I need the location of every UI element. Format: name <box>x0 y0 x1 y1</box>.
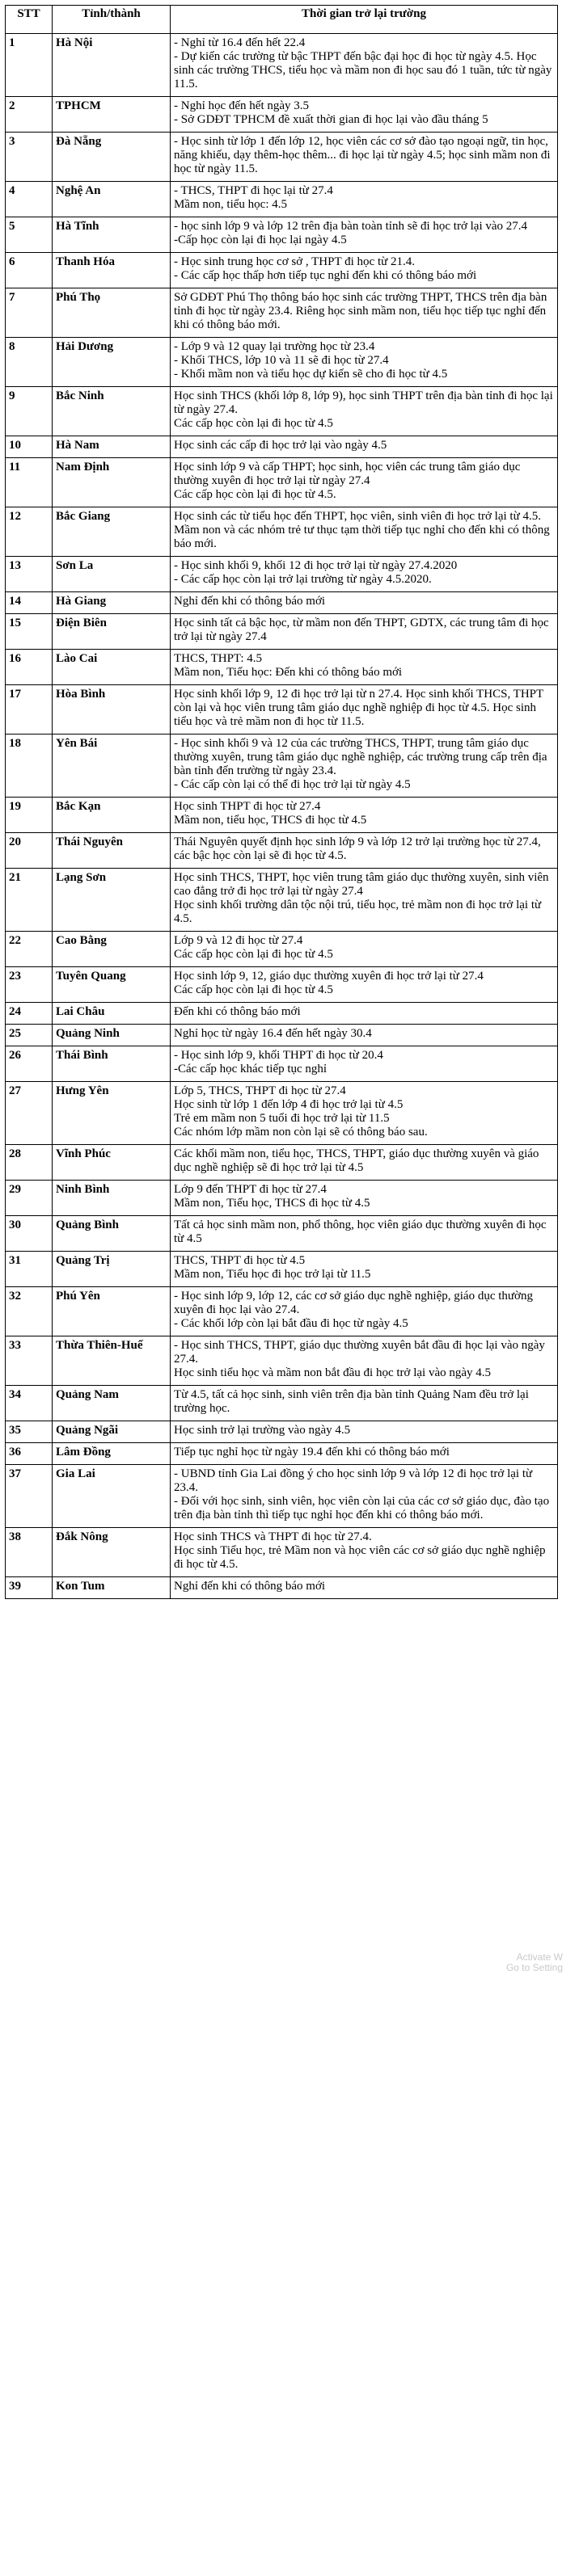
row-schedule <box>171 458 558 507</box>
schedule-line: Lớp 9 và 12 đi học từ 27.4 <box>174 934 303 947</box>
row-stt: 37 <box>6 1465 53 1528</box>
schedule-line: Mầm non và các nhóm trẻ tư thục tạm thời tiếp tục nghỉ cho đến khi có thông báo mới. <box>174 524 550 550</box>
row-stt: 20 <box>6 833 53 869</box>
row-province: Bắc Giang <box>53 507 171 557</box>
row-province: Điện Biên <box>53 614 171 650</box>
row-province: Yên Bái <box>53 734 171 798</box>
table-row <box>6 1181 558 1216</box>
row-schedule <box>171 557 558 592</box>
schedule-line: - Nghỉ học đến hết ngày 3.5 <box>174 99 310 112</box>
row-province: Ninh Bình <box>53 1181 171 1216</box>
row-schedule <box>171 97 558 133</box>
row-stt: 11 <box>6 458 53 507</box>
row-schedule <box>171 592 558 614</box>
row-province: Lâm Đồng <box>53 1443 171 1465</box>
schedule-line: Mầm non, Tiểu học đi học trở lại từ 11.5 <box>174 1268 371 1281</box>
schedule-line: Sở GDĐT Phú Thọ thông báo học sinh các trường THPT, THCS trên địa bàn tỉnh đi học từ ngày 23.4. Riêng học sinh mầm non, tiểu học tiếp tục nghỉ đến khi có thông báo mới. <box>174 291 547 331</box>
row-province: Lạng Sơn <box>53 869 171 932</box>
schedule-line: Học sinh tất cả bậc học, từ mầm non đến THPT, GDTX, các trung tâm đi học trở lại từ ngày 27.4 <box>174 617 549 643</box>
table-row <box>6 1025 558 1046</box>
table-row <box>6 1528 558 1577</box>
schedule-line: Tiếp tục nghỉ học từ ngày 19.4 đến khi có thông báo mới <box>174 1446 450 1458</box>
row-schedule <box>171 1082 558 1145</box>
row-province: Cao Bằng <box>53 932 171 967</box>
row-stt: 32 <box>6 1287 53 1336</box>
row-stt: 2 <box>6 97 53 133</box>
row-schedule <box>171 967 558 1003</box>
row-stt: 23 <box>6 967 53 1003</box>
activate-windows-watermark <box>506 1952 563 1973</box>
row-stt: 27 <box>6 1082 53 1145</box>
schedule-line: - Dự kiến các trường từ bậc THPT đến bậc đại học đi học từ ngày 4.5. Học sinh các trường THCS, tiểu học và mầm non đi học sau đó 1 tuần, tức từ ngày 11.5. <box>174 50 552 90</box>
table-row <box>6 798 558 833</box>
row-stt: 14 <box>6 592 53 614</box>
table-row <box>6 650 558 685</box>
table-row <box>6 182 558 217</box>
schedule-line: Lớp 9 đến THPT đi học từ 27.4 <box>174 1183 327 1196</box>
schedule-line: - Khối THCS, lớp 10 và 11 sẽ đi học từ 27.4 <box>174 354 389 367</box>
watermark-line-1: Activate W <box>516 1951 563 1963</box>
table-row <box>6 97 558 133</box>
table-row <box>6 734 558 798</box>
table-row <box>6 1386 558 1421</box>
schedule-line: - Học sinh lớp 9, khối THPT đi học từ 20.4 <box>174 1049 383 1062</box>
schedule-line: Học sinh tiểu học và mầm non bắt đầu đi học trở lại vào ngày 4.5 <box>174 1366 492 1379</box>
table-row <box>6 1465 558 1528</box>
table-row <box>6 1421 558 1443</box>
row-province: Thái Nguyên <box>53 833 171 869</box>
table-row <box>6 1252 558 1287</box>
table-row <box>6 1082 558 1145</box>
schedule-line: Học sinh THCS, THPT, học viên trung tâm giáo dục thường xuyên, sinh viên cao đẳng trở đi học trở lại từ ngày 27.4 <box>174 871 549 898</box>
row-schedule <box>171 34 558 97</box>
row-province: Quảng Ngãi <box>53 1421 171 1443</box>
schedule-line: - THCS, THPT đi học lại từ 27.4 <box>174 184 333 197</box>
schedule-line: Các cấp học còn lại đi học từ 4.5. <box>174 488 336 501</box>
row-stt: 16 <box>6 650 53 685</box>
row-schedule <box>171 1046 558 1082</box>
row-stt: 6 <box>6 253 53 288</box>
schedule-line: Học sinh THCS (khối lớp 8, lớp 9), học sinh THPT trên địa bàn tỉnh đi học lại từ ngày 27.4. <box>174 389 553 416</box>
row-province: Quảng Ninh <box>53 1025 171 1046</box>
row-stt: 1 <box>6 34 53 97</box>
schedule-line: - Các cấp học còn lại trở lại trường từ ngày 4.5.2020. <box>174 573 432 586</box>
table-row <box>6 1577 558 1599</box>
row-province: Quảng Trị <box>53 1252 171 1287</box>
schedule-line: Đến khi có thông báo mới <box>174 1005 301 1018</box>
table-row <box>6 685 558 734</box>
row-stt: 36 <box>6 1443 53 1465</box>
schedule-line: - Các cấp còn lại có thể đi học trở lại từ ngày 4.5 <box>174 778 411 791</box>
row-schedule <box>171 1528 558 1577</box>
row-province: Phú Yên <box>53 1287 171 1336</box>
row-province: Nghệ An <box>53 182 171 217</box>
row-schedule <box>171 798 558 833</box>
schedule-line: Học sinh khối lớp 9, 12 đi học trở lại từ n 27.4. Học sinh khối THCS, THPT còn lại và học viên trung tâm giáo dục nghề nghiệp đi học từ 4.5. Học sinh tiểu học và trẻ mầm non đi học từ 11.5. <box>174 688 543 728</box>
schedule-line: Các cấp học còn lại đi học từ 4.5 <box>174 948 333 961</box>
row-stt: 9 <box>6 387 53 436</box>
table-row <box>6 133 558 182</box>
row-stt: 35 <box>6 1421 53 1443</box>
row-schedule <box>171 734 558 798</box>
schedule-line: - Học sinh khối 9, khối 12 đi học trở lại từ ngày 27.4.2020 <box>174 559 458 572</box>
table-row <box>6 1287 558 1336</box>
table-row <box>6 1046 558 1082</box>
row-schedule <box>171 833 558 869</box>
row-province: Hải Dương <box>53 338 171 387</box>
row-stt: 4 <box>6 182 53 217</box>
row-province: Nam Định <box>53 458 171 507</box>
row-stt: 21 <box>6 869 53 932</box>
row-stt: 31 <box>6 1252 53 1287</box>
schedule-line: Học sinh các cấp đi học trở lại vào ngày 4.5 <box>174 439 387 452</box>
schedule-line: Tất cả học sinh mầm non, phổ thông, học viên giáo dục thường xuyên đi học từ 4.5 <box>174 1219 547 1245</box>
table-row <box>6 1145 558 1181</box>
schedule-line: - UBND tỉnh Gia Lai đồng ý cho học sinh lớp 9 và lớp 12 đi học trở lại từ 23.4. <box>174 1467 533 1494</box>
row-province: Bắc Ninh <box>53 387 171 436</box>
row-schedule <box>171 1443 558 1465</box>
row-schedule <box>171 436 558 458</box>
table-row <box>6 869 558 932</box>
schedule-line: - Các khối lớp còn lại bắt đầu đi học từ ngày 4.5 <box>174 1317 408 1330</box>
row-schedule <box>171 387 558 436</box>
table-row <box>6 1443 558 1465</box>
row-stt: 29 <box>6 1181 53 1216</box>
schedule-line: Học sinh THCS và THPT đi học từ 27.4. <box>174 1530 372 1543</box>
row-stt: 7 <box>6 288 53 338</box>
schedule-line: Học sinh trở lại trường vào ngày 4.5 <box>174 1424 351 1437</box>
schedule-line: Các nhóm lớp mầm non còn lại sẽ có thông báo sau. <box>174 1126 428 1139</box>
schedule-line: Học sinh Tiểu học, trẻ Mầm non và học viên các cơ sở giáo dục nghề nghiệp đi học từ 4.5. <box>174 1544 546 1571</box>
schedule-line: - Học sinh lớp 9, lớp 12, các cơ sở giáo dục nghề nghiệp, giáo dục thường xuyên đi học lại vào 27.4. <box>174 1290 533 1316</box>
schedule-line: - Học sinh THCS, THPT, giáo dục thường xuyên bắt đầu đi học lại vào ngày 27.4. <box>174 1339 545 1366</box>
row-schedule <box>171 217 558 253</box>
row-stt: 15 <box>6 614 53 650</box>
row-schedule <box>171 133 558 182</box>
schedule-line: Nghỉ đến khi có thông báo mới <box>174 1580 326 1593</box>
row-schedule <box>171 1181 558 1216</box>
schedule-line: - Học sinh trung học cơ sở , THPT đi học từ 21.4. <box>174 255 416 268</box>
row-schedule <box>171 869 558 932</box>
schedule-line: Các cấp học còn lại đi học từ 4.5 <box>174 417 333 430</box>
row-province: Lào Cai <box>53 650 171 685</box>
row-schedule <box>171 1003 558 1025</box>
row-schedule <box>171 507 558 557</box>
row-stt: 13 <box>6 557 53 592</box>
row-stt: 28 <box>6 1145 53 1181</box>
schedule-line: Nghỉ học từ ngày 16.4 đến hết ngày 30.4 <box>174 1027 372 1040</box>
table-row <box>6 967 558 1003</box>
schedule-line: Mầm non, Tiểu học: Đến khi có thông báo mới <box>174 666 403 679</box>
schedule-line: Mầm non, tiểu học: 4.5 <box>174 198 287 211</box>
table-header-row <box>6 6 558 34</box>
table-row <box>6 34 558 97</box>
schedule-line: - Khối mầm non và tiểu học dự kiến sẽ cho đi học từ 4.5 <box>174 368 448 381</box>
schedule-line: - học sinh lớp 9 và lớp 12 trên địa bàn toàn tỉnh sẽ đi học trở lại vào 27.4 <box>174 220 528 233</box>
row-schedule <box>171 338 558 387</box>
row-province: Tuyên Quang <box>53 967 171 1003</box>
row-schedule <box>171 1386 558 1421</box>
row-stt: 3 <box>6 133 53 182</box>
row-province: Đà Nẵng <box>53 133 171 182</box>
row-schedule <box>171 1421 558 1443</box>
table-row <box>6 833 558 869</box>
schedule-line: Mầm non, tiểu học, THCS đi học từ 4.5 <box>174 814 367 827</box>
schedule-line: -Các cấp học khác tiếp tục nghỉ <box>174 1063 328 1075</box>
schedule-line: Học sinh lớp 9, 12, giáo dục thường xuyên đi học trở lại từ 27.4 <box>174 970 484 983</box>
row-schedule <box>171 614 558 650</box>
schedule-line: - Lớp 9 và 12 quay lại trường học từ 23.4 <box>174 340 375 353</box>
table-row <box>6 253 558 288</box>
schedule-line: - Đối với học sinh, sinh viên, học viên còn lại của các cơ sở giáo dục, đào tạo trên địa bàn tỉnh thì tiếp tục nghỉ học đến khi có thông báo mới. <box>174 1495 550 1522</box>
header-schedule: Thời gian trở lại trường <box>171 6 558 34</box>
row-province: Hà Nam <box>53 436 171 458</box>
row-stt: 39 <box>6 1577 53 1599</box>
row-stt: 38 <box>6 1528 53 1577</box>
row-schedule <box>171 1287 558 1336</box>
row-schedule <box>171 932 558 967</box>
row-stt: 17 <box>6 685 53 734</box>
row-province: TPHCM <box>53 97 171 133</box>
row-province: Thanh Hóa <box>53 253 171 288</box>
schedule-line: Học sinh từ lớp 1 đến lớp 4 đi học trở lại từ 4.5 <box>174 1098 404 1111</box>
row-schedule <box>171 1336 558 1386</box>
table-row <box>6 614 558 650</box>
table-row <box>6 387 558 436</box>
school-reopening-table <box>5 5 558 1599</box>
row-schedule <box>171 288 558 338</box>
row-stt: 12 <box>6 507 53 557</box>
row-province: Thái Bình <box>53 1046 171 1082</box>
table-body <box>6 34 558 1599</box>
schedule-line: Thái Nguyên quyết định học sinh lớp 9 và lớp 12 trở lại trường học từ 27.4, các bậc học còn lại sẽ đi học từ 4.5. <box>174 836 541 862</box>
row-province: Vĩnh Phúc <box>53 1145 171 1181</box>
watermark-line-2: Go to Setting <box>505 1962 563 1973</box>
row-province: Hà Nội <box>53 34 171 97</box>
row-province: Quảng Nam <box>53 1386 171 1421</box>
row-province: Đắk Nông <box>53 1528 171 1577</box>
row-stt: 22 <box>6 932 53 967</box>
row-stt: 18 <box>6 734 53 798</box>
row-province: Hà Giang <box>53 592 171 614</box>
schedule-line: Học sinh THPT đi học từ 27.4 <box>174 800 321 813</box>
row-schedule <box>171 253 558 288</box>
row-province: Hưng Yên <box>53 1082 171 1145</box>
row-schedule <box>171 650 558 685</box>
row-province: Hà Tĩnh <box>53 217 171 253</box>
row-province: Lai Châu <box>53 1003 171 1025</box>
schedule-line: - Nghỉ từ 16.4 đến hết 22.4 <box>174 36 306 49</box>
schedule-line: Học sinh các từ tiểu học đến THPT, học viên, sinh viên đi học trở lại từ 4.5. <box>174 510 541 523</box>
table-row <box>6 1216 558 1252</box>
row-province: Bắc Kạn <box>53 798 171 833</box>
header-province: Tỉnh/thành <box>53 6 171 34</box>
schedule-line: - Học sinh khối 9 và 12 của các trường THCS, THPT, trung tâm giáo dục thường xuyên, trung tâm giáo dục nghề nghiệp, các trường trung cấp trên địa bàn tỉnh đến trường từ ngày 23.4. <box>174 737 547 777</box>
row-stt: 30 <box>6 1216 53 1252</box>
row-schedule <box>171 685 558 734</box>
document-page <box>5 5 571 1973</box>
table-row <box>6 1003 558 1025</box>
schedule-line: Mầm non, Tiểu học, THCS đi học từ 4.5 <box>174 1197 370 1210</box>
table-row <box>6 1336 558 1386</box>
row-province: Sơn La <box>53 557 171 592</box>
schedule-line: Từ 4.5, tất cả học sinh, sinh viên trên địa bàn tỉnh Quảng Nam đều trở lại trường học. <box>174 1388 529 1415</box>
row-stt: 25 <box>6 1025 53 1046</box>
table-row <box>6 436 558 458</box>
row-stt: 8 <box>6 338 53 387</box>
table-row <box>6 338 558 387</box>
row-schedule <box>171 1216 558 1252</box>
table-row <box>6 288 558 338</box>
schedule-line: Học sinh lớp 9 và cấp THPT; học sinh, học viên các trung tâm giáo dục thường xuyên đi học trở lại từ ngày 27.4 <box>174 461 521 487</box>
schedule-line: Nghỉ đến khi có thông báo mới <box>174 595 326 608</box>
row-stt: 24 <box>6 1003 53 1025</box>
row-schedule <box>171 1577 558 1599</box>
schedule-line: Trẻ em mầm non 5 tuổi đi học trở lại từ 11.5 <box>174 1112 390 1125</box>
row-schedule <box>171 1252 558 1287</box>
schedule-line: - Các cấp học thấp hơn tiếp tục nghỉ đến khi có thông báo mới <box>174 269 477 282</box>
row-stt: 26 <box>6 1046 53 1082</box>
schedule-line: Học sinh khối trường dân tộc nội trú, tiểu học, trẻ mầm non đi học trở lại từ 4.5. <box>174 899 542 925</box>
row-province: Kon Tum <box>53 1577 171 1599</box>
row-province: Gia Lai <box>53 1465 171 1528</box>
table-row <box>6 458 558 507</box>
row-stt: 5 <box>6 217 53 253</box>
schedule-line: -Cấp học còn lại đi học lại ngày 4.5 <box>174 234 347 246</box>
schedule-line: Các cấp học còn lại đi học từ 4.5 <box>174 983 333 996</box>
row-schedule <box>171 1145 558 1181</box>
row-stt: 33 <box>6 1336 53 1386</box>
row-province: Quảng Bình <box>53 1216 171 1252</box>
schedule-line: THCS, THPT: 4.5 <box>174 652 262 665</box>
row-stt: 19 <box>6 798 53 833</box>
table-row <box>6 217 558 253</box>
schedule-line: - Sở GDĐT TPHCM đề xuất thời gian đi học lại vào đầu tháng 5 <box>174 113 488 126</box>
schedule-line: - Học sinh từ lớp 1 đến lớp 12, học viên các cơ sở đào tạo ngoại ngữ, tin học, năng khiếu, dạy thêm-học thêm... đi học lại từ ngày 4.5; học sinh mầm non đi học từ ngày 11.5. <box>174 135 551 175</box>
header-stt: STT <box>6 6 53 34</box>
table-row <box>6 507 558 557</box>
row-schedule <box>171 182 558 217</box>
row-stt: 34 <box>6 1386 53 1421</box>
schedule-line: THCS, THPT đi học từ 4.5 <box>174 1254 306 1267</box>
schedule-line: Lớp 5, THCS, THPT đi học từ 27.4 <box>174 1084 346 1097</box>
table-row <box>6 932 558 967</box>
schedule-line: Các khối mầm non, tiểu học, THCS, THPT, giáo dục thường xuyên và giáo dục nghề nghiệp sẽ đi học trở lại từ 4.5 <box>174 1147 539 1174</box>
table-row <box>6 557 558 592</box>
row-stt: 10 <box>6 436 53 458</box>
row-province: Hòa Bình <box>53 685 171 734</box>
row-province: Phú Thọ <box>53 288 171 338</box>
row-schedule <box>171 1465 558 1528</box>
row-province: Thừa Thiên-Huế <box>53 1336 171 1386</box>
row-schedule <box>171 1025 558 1046</box>
table-row <box>6 592 558 614</box>
